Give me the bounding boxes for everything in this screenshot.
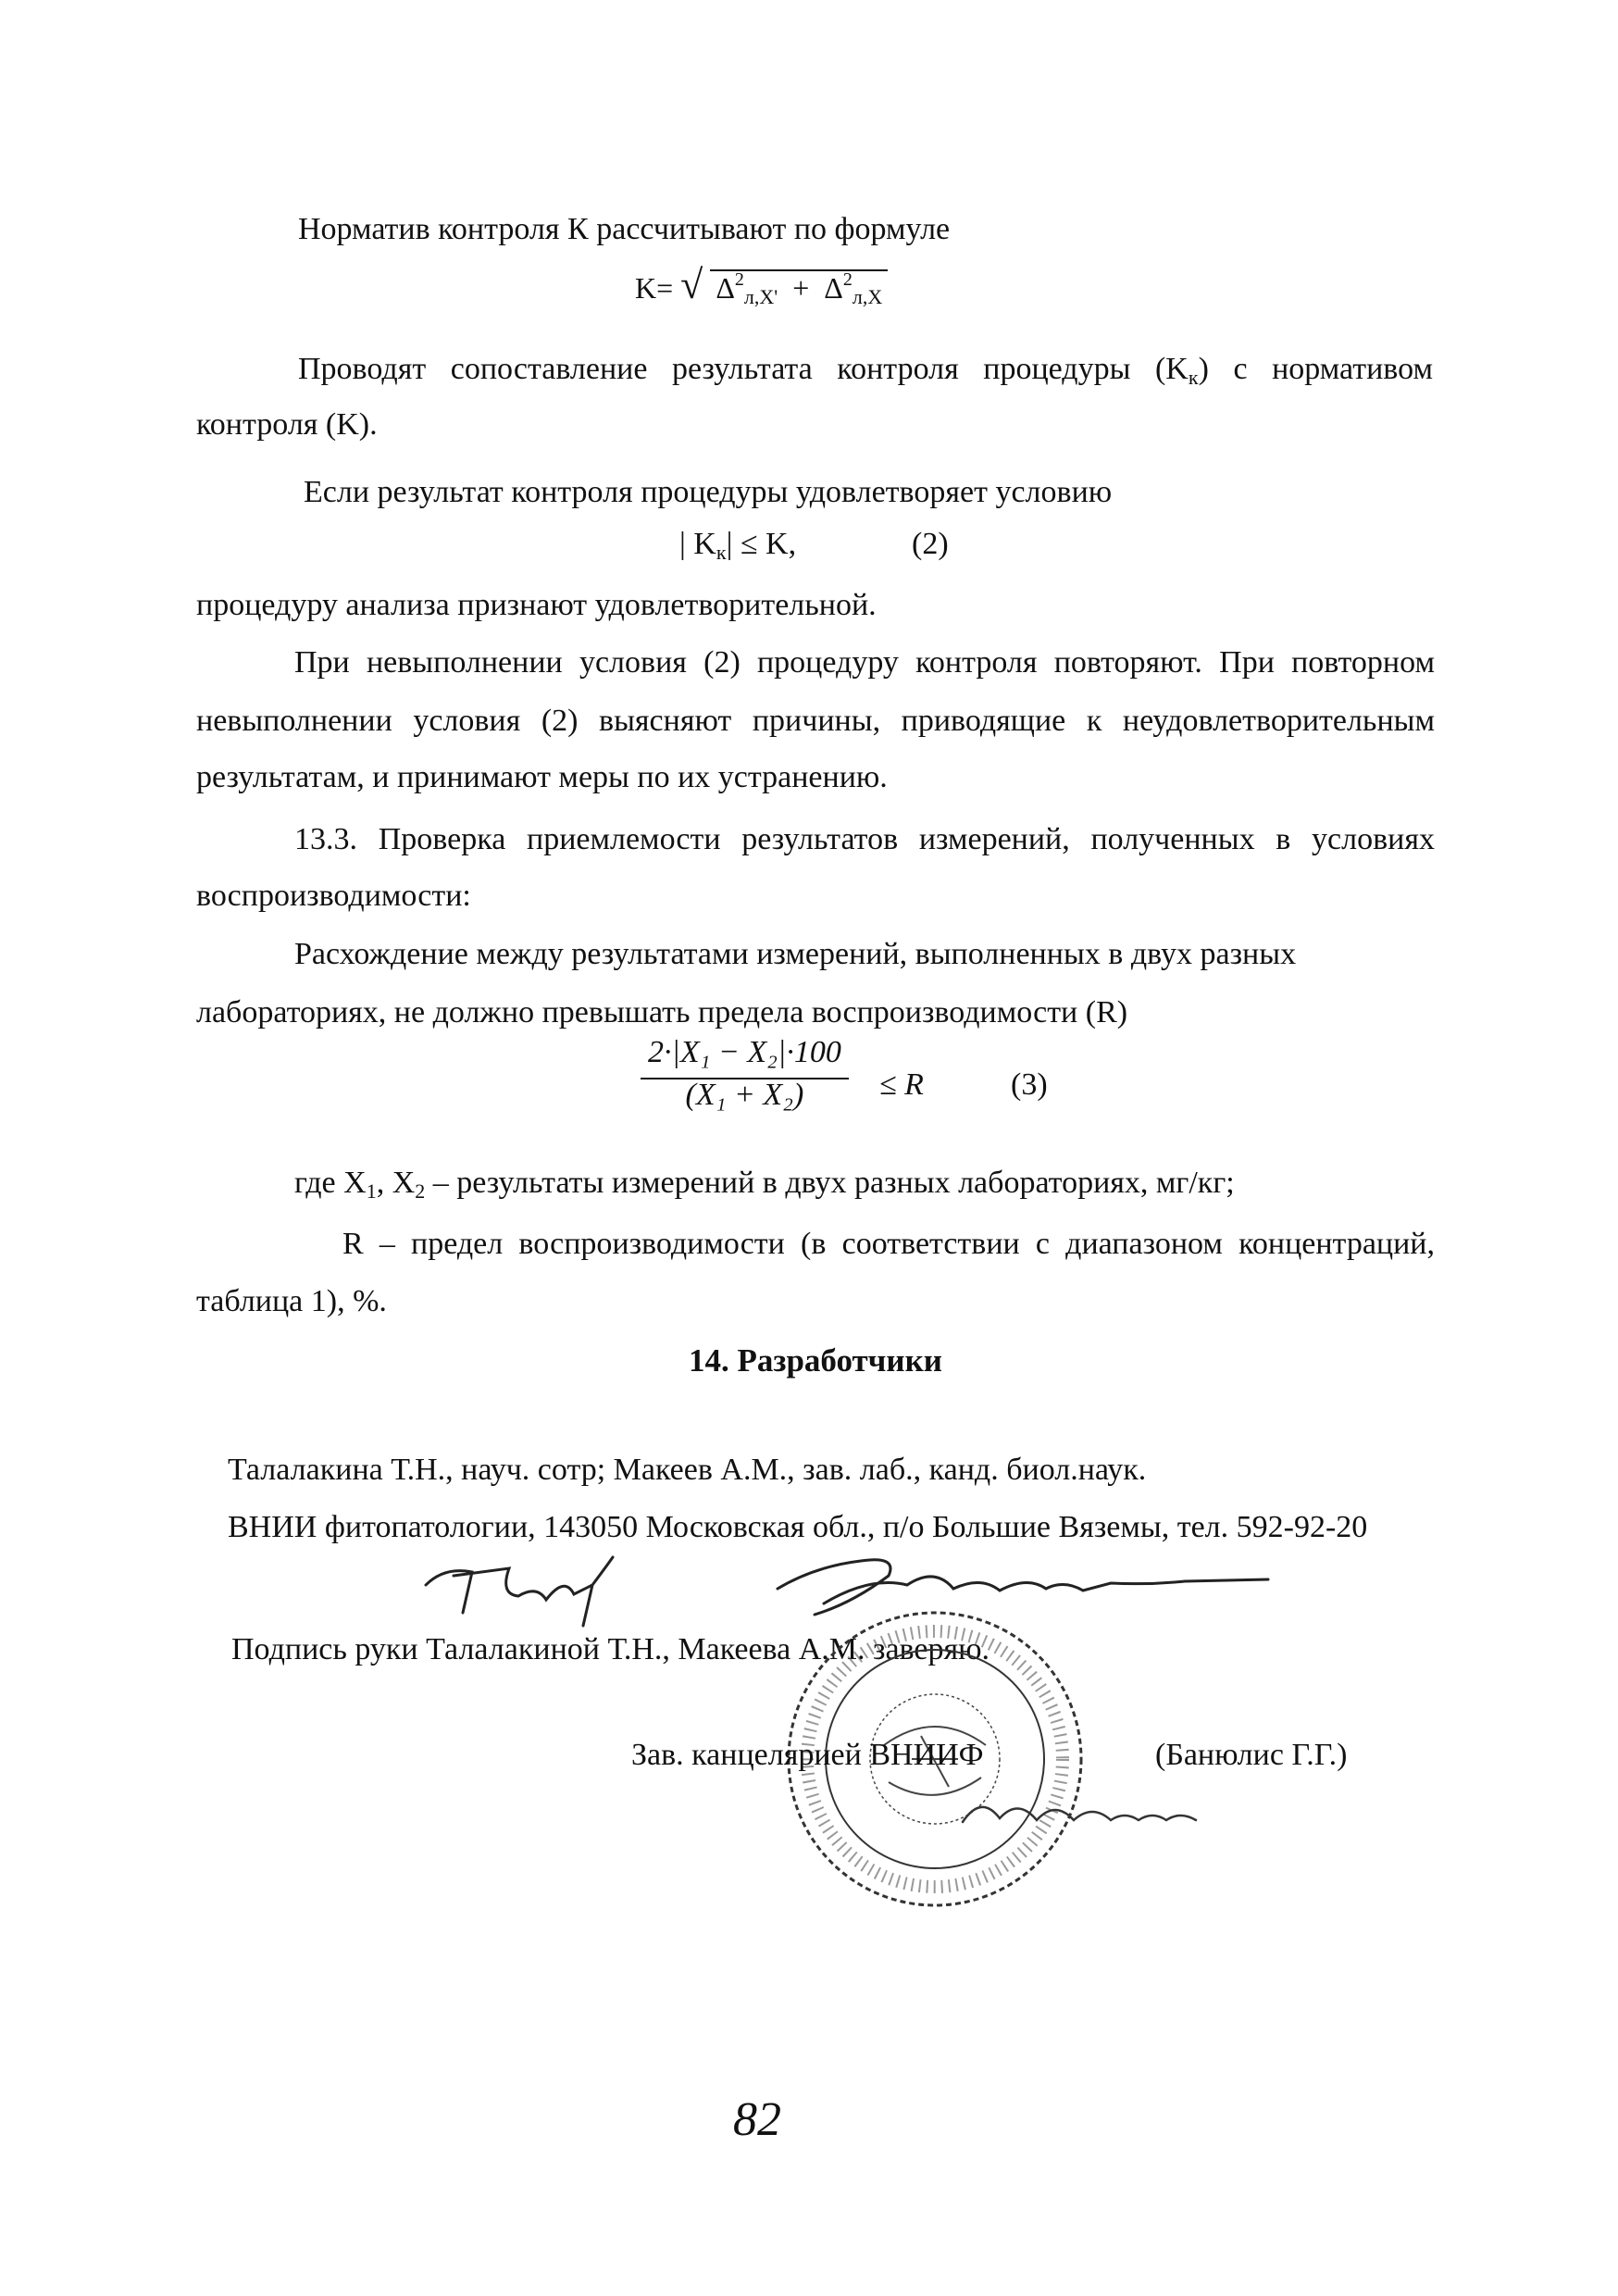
para-discrepancy-line2: лабораториях, не должно превышать предела воспроизводимости (R): [196, 995, 1128, 1029]
formula-3-number: (3): [1011, 1067, 1048, 1102]
r-definition-line1: R – предел воспроизводимости (в соответствии с диапазоном концентраций,: [342, 1227, 1435, 1261]
para-formula-intro: Норматив контроля К рассчитывают по формуле: [298, 212, 951, 246]
formula-k-radicand: [710, 269, 888, 308]
para-acceptability-line1: 13.3. Проверка приемлемости результатов измерений, полученных в условиях: [294, 822, 1435, 856]
formula-3-numerator: 2·|X₁ − X₂|·100: [648, 1035, 841, 1069]
para-repeat-line3: результатам, и принимают меры по их устранению.: [196, 760, 888, 794]
para-condition: Если результат контроля процедуры удовлетворяет условию: [304, 475, 1113, 509]
section-heading: 14. Разработчики: [689, 1342, 942, 1379]
formula-k: [635, 261, 888, 308]
para-repeat-line1: При невыполнении условия (2) процедуру контроля повторяют. При повторном: [294, 645, 1435, 680]
delta-2: Δ: [824, 271, 843, 305]
chancellery-label: Зав. канцелярией ВНИИФ: [631, 1738, 984, 1772]
sqrt-symbol: √: [680, 262, 703, 307]
signature-talalakina-icon: [407, 1548, 629, 1631]
where-tail: – результаты измерений в двух разных лабораториях, мг/кг;: [425, 1166, 1235, 1200]
where-definition: [294, 1163, 1235, 1204]
para-acceptability-line2: воспроизводимости:: [196, 879, 471, 913]
formula-3-denominator: (X₁ + X₂): [685, 1078, 804, 1112]
formula-3-rhs: ≤ R: [879, 1067, 924, 1102]
para-satisfactory: процедуру анализа признают удовлетворительной.: [196, 588, 877, 622]
where-mid: , X: [376, 1166, 416, 1200]
sub-2: л,X: [852, 285, 883, 308]
plus-sign: +: [792, 271, 810, 305]
formula-k-lhs: K=: [635, 271, 674, 305]
para-comparison-line2: контроля (K).: [196, 407, 378, 442]
para-comparison-line1: [298, 349, 1433, 390]
exp-2: 2: [842, 269, 853, 290]
page-number: 82: [733, 2093, 781, 2146]
signature-banyulis-icon: [953, 1785, 1203, 1841]
where-sub1: 1: [366, 1179, 377, 1203]
where-sub2: 2: [415, 1179, 426, 1203]
cond2-sub: к: [716, 541, 727, 564]
r-definition-line2: таблица 1), %.: [196, 1284, 387, 1318]
delta-1: Δ: [716, 271, 735, 305]
cond2-lhs: | K: [679, 527, 716, 561]
para2-text: Проводят сопоставление результата контроля процедуры (K: [298, 352, 1189, 386]
formula-3-fraction: [641, 1035, 849, 1113]
sub-1: л,X': [743, 285, 778, 308]
para2-sub: к: [1188, 366, 1199, 389]
condition-2-number: (2): [912, 527, 949, 561]
developers-line1: Талалакина Т.Н., науч. сотр; Макеев А.М., зав. лаб., канд. биол.наук.: [228, 1453, 1147, 1487]
cond2-rhs: | ≤ K,: [726, 527, 797, 561]
signature-certification: Подпись руки Талалакиной Т.Н., Макеева А.М. заверяю.: [231, 1632, 990, 1666]
para2-tail: ) с нормативом: [1198, 352, 1433, 386]
condition-2: [679, 524, 796, 565]
fraction-bar: [641, 1078, 849, 1079]
para-repeat-line2: невыполнении условия (2) выясняют причины, приводящие к неудовлетворительным: [196, 704, 1435, 738]
para-discrepancy-line1: Расхождение между результатами измерений, выполненных в двух разных: [294, 937, 1297, 971]
developers-line2: ВНИИ фитопатологии, 143050 Московская обл., п/о Большие Вяземы, тел. 592-92-20: [228, 1510, 1368, 1544]
exp-1: 2: [734, 269, 744, 290]
chancellery-name: (Банюлис Г.Г.): [1155, 1738, 1348, 1772]
where-prefix: где X: [294, 1166, 367, 1200]
